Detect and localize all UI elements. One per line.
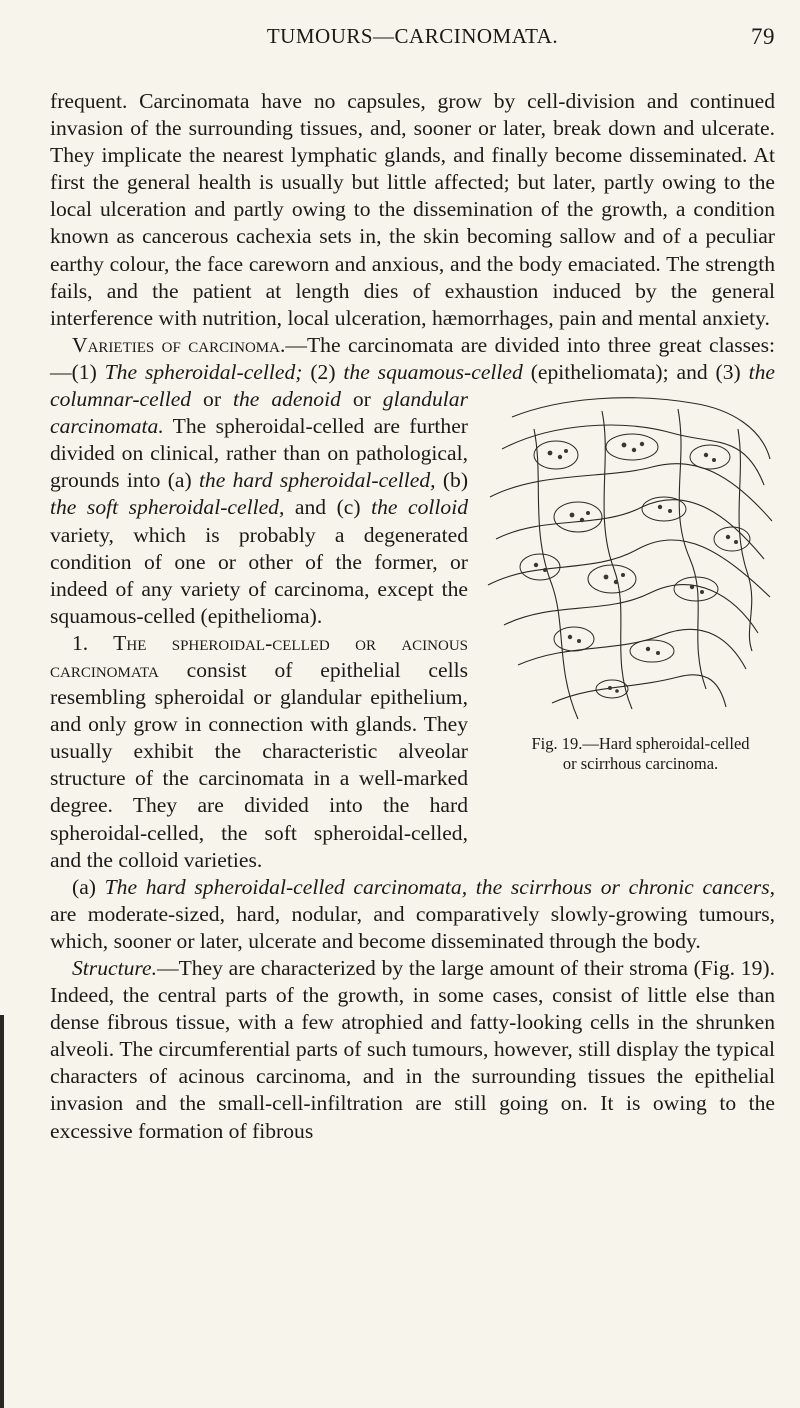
page-number: 79 [751, 24, 775, 49]
running-header [50, 24, 775, 54]
scirrhous-carcinoma-illustration [482, 389, 777, 734]
figure-caption: Fig. 19.—Hard spheroidal-celled or scirrhous carcinoma. [531, 734, 750, 774]
paragraph-hard-spheroidal: (a) The hard spheroidal-celled carcinomata, the scirrhous or chronic cancers, are moderate-sized, hard, nodular, and comparatively slowly-growing tumours, which, sooner or later, ulcerate and become disseminated through the body. [50, 874, 775, 953]
figure-19 [482, 389, 777, 859]
page-edge-shadow [0, 1015, 4, 1408]
paragraph-spheroidal-celled: 1. The spheroidal-celled or acinous carcinomata consist of epithelial cells resembling spheroidal or glandular epithelium, and only grow in connection with glands. They usually exhibit the characteristic alveolar structure of the carcinomata in a well-marked degree. They are divided into the hard spheroidal-celled, the soft spheroidal-celled, and the colloid varieties. [50, 630, 468, 872]
paragraph-cachexia: frequent. Carcinomata have no capsules, grow by cell-division and continued invasion of the surrounding tissues, and, sooner or later, break down and ulcerate. They implicate the nearest lymphatic glands, and finally become disseminated. At first the general health is usually but little affected; but later, partly owing to the local ulceration and partly owing to the dissemination of the growth, a condition known as cancerous cachexia sets in, the skin becoming sallow and of a peculiar earthy colour, the face careworn and anxious, and the body emaciated. The strength fails, and the patient at length dies of exhaustion induced by the general interference with nutrition, local ulceration, hæmorrhages, pain and mental anxiety. [50, 89, 775, 330]
spheroidal-heading: 1. The spheroidal-celled or acinous carcinomata [50, 630, 468, 682]
structure-heading: Structure. [72, 956, 157, 980]
header-title: TUMOURS—CARCINOMATA. [266, 24, 559, 48]
body-text [50, 88, 775, 1145]
paragraph-varieties: Varieties of carcinoma.—The carcinomata are divided into three great classes:—(1) The spheroidal-celled; (2) the squamous-celled (epitheliomata); and (3) the columnar-celled or the adenoid or Fig. 19.—Hard spheroidal-celled or scirrhous carcinoma. glandular carcinomata. The spheroidal-celled are further divided on clinical, rather than on pathological, grounds into (a) the hard spheroidal-celled, (b) the soft spheroidal-celled, and (c) the colloid variety, which is probably a degenerated condition of one or other of the former, or indeed of any variety of carcinoma, except the squamous-celled (epithelioma). [50, 332, 775, 630]
paragraph-structure: Structure.—They are characterized by the large amount of their stroma (Fig. 19). Indeed, the central parts of the growth, in some cases, consist of little else than dense fibrous tissue, with a few atrophied and fatty-looking cells in the shrunken alveoli. The circumferential parts of such tumours, however, still display the typical characters of acinous carcinoma, and in the surrounding tissues the epithelial invasion and the small-cell-infiltration are still going on. It is owing to the excessive formation of fibrous [50, 956, 775, 1143]
varieties-heading: Varieties of carcinoma. [72, 332, 286, 357]
